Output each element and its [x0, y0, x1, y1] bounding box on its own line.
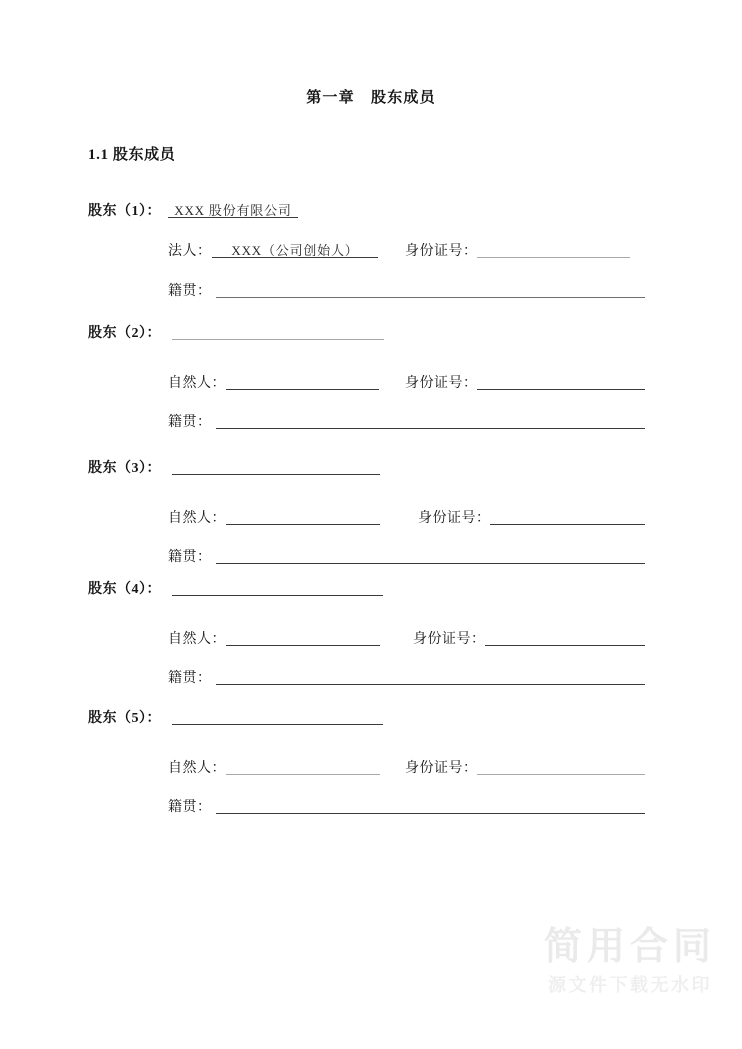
- shareholder-4-person-field[interactable]: [226, 630, 380, 646]
- chapter-title: 第一章 股东成员: [306, 90, 436, 106]
- shareholder-3-id-field[interactable]: [490, 509, 645, 525]
- shareholder-4-id-field[interactable]: [485, 630, 645, 646]
- shareholder-5-id-field[interactable]: [477, 759, 645, 775]
- shareholder-5-native-label: 籍贯：: [168, 800, 212, 815]
- shareholder-native-row: [0, 792, 742, 832]
- shareholder-3-label: 股东（3）：: [88, 461, 161, 476]
- shareholder-1-native-label: 籍贯：: [168, 284, 212, 299]
- shareholder-2-person-label: 自然人：: [168, 376, 226, 391]
- shareholder-2-id-label: 身份证号：: [405, 376, 478, 391]
- shareholder-5-person-label: 自然人：: [168, 761, 226, 776]
- shareholder-1-person-label: 法人：: [168, 244, 212, 259]
- shareholder-1-id-label: 身份证号：: [405, 244, 478, 259]
- shareholder-3-native-label: 籍贯：: [168, 550, 212, 565]
- shareholder-block-3: [0, 457, 742, 582]
- shareholder-4-person-label: 自然人：: [168, 632, 226, 647]
- watermark-tagline: 源文件下载无水印: [547, 975, 712, 996]
- shareholder-name-row: [0, 200, 742, 240]
- shareholder-1-name-field[interactable]: XXX 股份有限公司: [168, 202, 298, 218]
- shareholder-2-label: 股东（2）：: [88, 326, 161, 341]
- shareholder-3-name-field[interactable]: [172, 459, 380, 475]
- shareholder-1-person-field[interactable]: XXX（公司创始人）: [212, 242, 378, 258]
- shareholder-1-label: 股东（1）：: [88, 204, 161, 219]
- shareholder-3-id-label: 身份证号：: [418, 511, 491, 526]
- shareholder-person-row: [0, 747, 742, 792]
- shareholder-5-native-field[interactable]: [216, 798, 645, 814]
- shareholder-name-row: [0, 707, 742, 747]
- shareholder-block-5: [0, 707, 742, 832]
- shareholder-name-row: [0, 578, 742, 618]
- shareholder-3-person-field[interactable]: [226, 509, 380, 525]
- shareholder-name-row: [0, 457, 742, 497]
- shareholder-5-name-field[interactable]: [172, 709, 383, 725]
- shareholder-3-person-label: 自然人：: [168, 511, 226, 526]
- shareholder-native-row: [0, 663, 742, 703]
- shareholder-2-name-field[interactable]: [172, 324, 384, 340]
- shareholder-4-name-field[interactable]: [172, 580, 383, 596]
- shareholder-name-row: [0, 322, 742, 362]
- shareholder-1-native-field[interactable]: [216, 282, 645, 298]
- shareholder-person-row: [0, 618, 742, 663]
- shareholder-native-row: [0, 280, 742, 320]
- watermark: [543, 924, 716, 997]
- shareholder-5-id-label: 身份证号：: [405, 761, 478, 776]
- shareholder-native-row: [0, 407, 742, 447]
- shareholder-2-person-field[interactable]: [226, 374, 379, 390]
- shareholder-native-row: [0, 542, 742, 582]
- shareholder-4-native-label: 籍贯：: [168, 671, 212, 686]
- shareholder-4-id-label: 身份证号：: [413, 632, 486, 647]
- watermark-brand: 简用合同: [543, 924, 716, 969]
- shareholder-person-row: [0, 497, 742, 542]
- shareholder-3-native-field[interactable]: [216, 548, 645, 564]
- shareholder-block-4: [0, 578, 742, 703]
- shareholder-1-id-field[interactable]: [477, 242, 630, 258]
- shareholder-2-native-field[interactable]: [216, 413, 645, 429]
- shareholder-block-1: [0, 200, 742, 320]
- shareholder-4-native-field[interactable]: [216, 669, 645, 685]
- shareholder-4-label: 股东（4）：: [88, 582, 161, 597]
- section-heading: 1.1 股东成员: [88, 147, 176, 163]
- shareholder-2-native-label: 籍贯：: [168, 415, 212, 430]
- shareholder-person-row: [0, 362, 742, 407]
- shareholder-block-2: [0, 322, 742, 447]
- shareholder-person-row: [0, 240, 742, 280]
- shareholder-5-label: 股东（5）：: [88, 711, 161, 726]
- shareholder-2-id-field[interactable]: [477, 374, 645, 390]
- shareholder-5-person-field[interactable]: [226, 759, 380, 775]
